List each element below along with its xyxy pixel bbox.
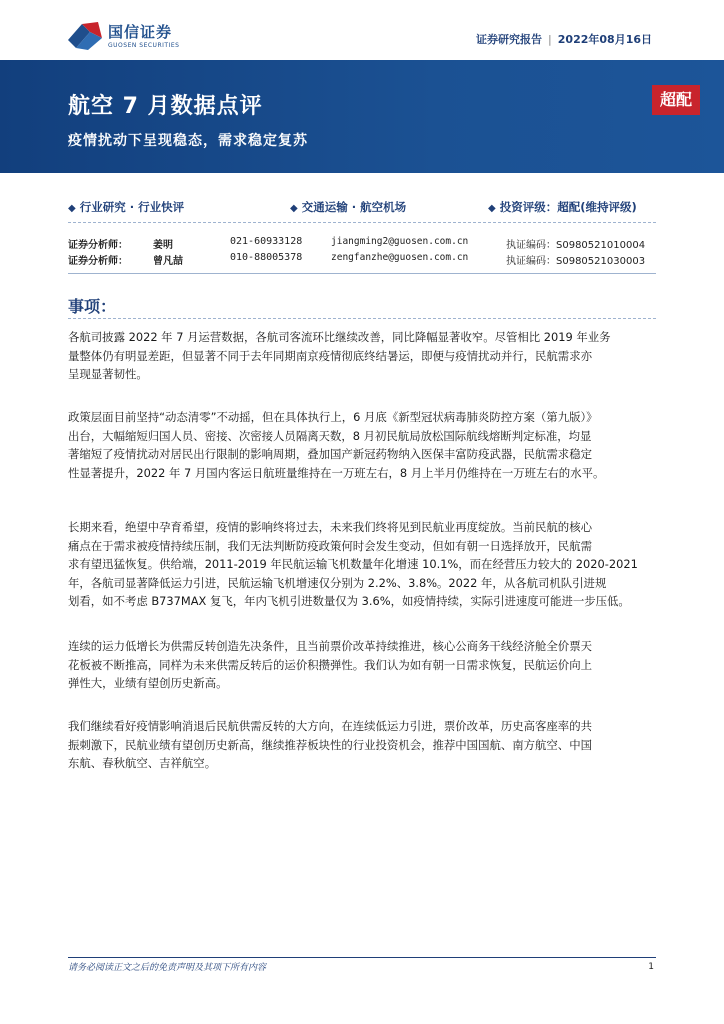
title-banner [0,60,724,173]
paragraph-line: 出台，大幅缩短归国人员、密接、次密接人员隔离天数，8 月初民航局放松国际航线熔断判定标准，均显 [68,428,592,443]
analyst-cert-code: 执证编码：S0980521030003 [506,256,646,267]
divider [68,318,656,319]
footer-disclaimer: 请务必阅读正文之后的免责声明及其项下所有内容 [68,963,267,973]
analyst-row [68,252,656,268]
paragraph-line: 振刺激下，民航业绩有望创历史新高，继续推荐板块性的行业投资机会，推荐中国国航、南方航空、中国 [68,737,592,752]
analyst-cert-code: 执证编码：S0980521010004 [506,240,646,251]
paragraph-line: 划看，如不考虑 B737MAX 复飞，年内飞机引进数量仅为 3.6%，如疫情持续，实际引进速度可能进一步压低。 [68,594,630,609]
paragraph-line: 连续的运力低增长为供需反转创造先决条件，且当前票价改革持续推进，核心公商务干线经济舱全价票天 [68,639,592,653]
paragraph-line: 求有望迅猛恢复。供给端，2011-2019 年民航运输飞机数量年化增速 10.1%，而在经营压力较大的 2020-2021 [68,557,638,572]
category-investment-rating: ◆ 投资评级：超配(维持评级) [488,200,637,214]
body-paragraph [68,637,656,693]
divider [68,273,656,274]
diamond-bullet-icon: ◆ [488,203,496,214]
analyst-phone: 021-60933128 [230,236,303,247]
body-paragraph [68,408,656,482]
meta-separator: | [548,33,552,46]
report-date: 2022年08月16日 [557,33,652,46]
divider [68,222,656,223]
logo-chinese-name: 国信证券 [108,23,173,41]
paragraph-line: 呈现显著韧性。 [68,367,148,382]
analyst-row [68,236,656,252]
report-type: 证券研究报告 [476,33,543,46]
analyst-role: 证券分析师： [68,240,128,251]
analyst-phone: 010-88005378 [230,252,303,263]
footer-divider [68,957,656,958]
page-number: 1 [648,962,654,972]
category-transport-aviation: ◆ 交通运输 · 航空机场 [290,200,407,214]
diamond-bullet-icon: ◆ [68,203,76,214]
analyst-name: 姜明 [153,240,173,251]
paragraph-line: 著缩短了疫情扰动对居民出行限制的影响周期，叠加国产新冠药物纳入医保丰富防疫武器，民航需求稳定 [68,447,592,462]
paragraph-line: 性显著提升，2022 年 7 月国内客运日航班量维持在一万班左右，8 月上半月仍维持在一万班左右的水平。 [68,465,605,480]
body-paragraph [68,717,656,773]
paragraph-line: 东航、春秋航空、吉祥航空。 [68,756,217,771]
paragraph-line: 各航司披露 2022 年 7 月运营数据，各航司客流环比继续改善，同比降幅显著收窄。尽管相比 2019 年业务 [68,330,611,344]
diamond-bullet-icon: ◆ [290,203,298,214]
category-industry-research: ◆ 行业研究 · 行业快评 [68,200,185,214]
body-paragraph [68,328,656,384]
analyst-email[interactable]: zengfanzhe@guosen.com.cn [331,252,469,263]
guosen-logo-icon [68,20,104,50]
analyst-email[interactable]: jiangming2@guosen.com.cn [331,236,469,247]
report-subtitle: 疫情扰动下呈现稳态，需求稳定复苏 [68,133,308,149]
analyst-name: 曾凡喆 [153,256,183,267]
paragraph-line: 弹性大，业绩有望创历史新高。 [68,676,228,691]
guosen-logo [68,20,208,54]
logo-english-name: GUOSEN SECURITIES [108,42,180,49]
paragraph-line: 年，各航司显著降低运力引进，民航运输飞机增速仅分别为 2.2%、3.8%。2022 年，从各航司机队引进规 [68,575,607,590]
analyst-role: 证券分析师： [68,256,128,267]
paragraph-line: 政策层面目前坚持“动态清零”不动摇，但在具体执行上，6 月底《新型冠状病毒肺炎防控方案（第九版）》 [68,410,598,424]
paragraph-line: 痛点在于需求被疫情持续压制，我们无法判断防疫政策何时会发生变动，但如有朝一日选择放开，民航需 [68,538,592,553]
report-title: 航空 7 月数据点评 [68,94,263,119]
report-meta [476,31,652,47]
rating-badge: 超配 [652,85,700,115]
section-title: 事项： [68,297,117,316]
paragraph-line: 花板被不断推高，同样为未来供需反转后的运价积攒弹性。我们认为如有朝一日需求恢复，民航运价向上 [68,657,592,672]
paragraph-line: 我们继续看好疫情影响消退后民航供需反转的大方向，在连续低运力引进，票价改革，历史高客座率的共 [68,719,592,733]
body-paragraph [68,518,656,611]
paragraph-line: 量整体仍有明显差距，但显著不同于去年同期南京疫情彻底终结暑运，即便与疫情扰动并行，民航需求亦 [68,348,592,363]
report-header [0,0,724,60]
paragraph-line: 长期来看，绝望中孕育希望，疫情的影响终将过去，未来我们终将见到民航业再度绽放。当前民航的核心 [68,520,592,534]
category-row [68,199,656,217]
